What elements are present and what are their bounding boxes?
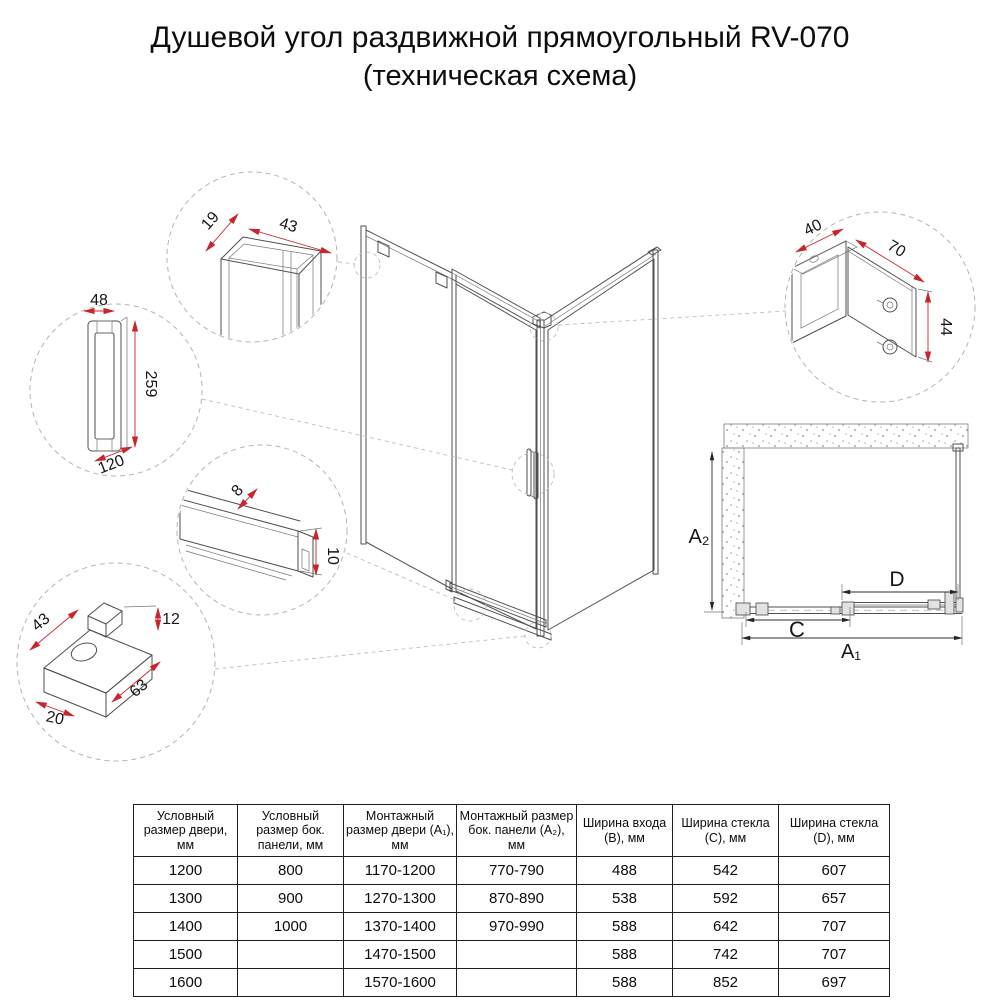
dim-label-handle-base: 120 bbox=[95, 452, 127, 478]
table-row: 1300 900 1270-1300 870-890 538 592 657 bbox=[134, 885, 890, 913]
door-handle bbox=[527, 449, 531, 496]
page-subtitle: (техническая схема) bbox=[362, 60, 638, 92]
dim-label-profile-width: 43 bbox=[277, 215, 300, 237]
dim-label-handle-height: 259 bbox=[142, 370, 159, 398]
table-row: 1200 800 1170-1200 770-790 488 542 607 bbox=[134, 857, 890, 885]
detail-circle bbox=[167, 172, 337, 342]
detail-circle bbox=[177, 445, 347, 615]
col-header-side-mount: Монтажный размер бок. панели (A₂), мм bbox=[457, 805, 577, 857]
plan-label-a1: A₁ bbox=[840, 641, 862, 663]
door-glass bbox=[456, 284, 536, 629]
table-row: 1500 1470-1500 588 742 707 bbox=[134, 941, 890, 969]
wall-profile-left bbox=[361, 226, 366, 544]
detail-wall-bracket bbox=[785, 212, 975, 402]
wall-left bbox=[722, 448, 744, 618]
detail-slider-block bbox=[17, 563, 215, 761]
dim-label-rail-width: 8 bbox=[228, 481, 247, 500]
main-isometric-view bbox=[354, 226, 661, 648]
detail-bottom-rail bbox=[177, 445, 347, 615]
callout-ring-profile bbox=[354, 252, 380, 278]
dim-label-slider-depth: 43 bbox=[28, 610, 54, 635]
leader-lines bbox=[202, 262, 786, 669]
size-table bbox=[133, 804, 890, 997]
col-header-glass-d: Ширина стекла (D), мм bbox=[779, 805, 890, 857]
dim-label-slider-tab: 12 bbox=[162, 611, 180, 628]
detail-circle bbox=[30, 304, 202, 476]
panel-fitting bbox=[378, 241, 389, 257]
detail-handle bbox=[30, 292, 202, 478]
side-panel-glass bbox=[548, 259, 654, 630]
top-rail bbox=[452, 269, 540, 328]
col-header-side-size: Условный размер бок. панели, мм bbox=[238, 805, 344, 857]
dim-label-bracket-height: 44 bbox=[937, 318, 954, 336]
table-row: 1600 1570-1600 588 852 697 bbox=[134, 969, 890, 997]
col-header-door-mount: Монтажный размер двери (A₁), мм bbox=[344, 805, 457, 857]
dim-label-slider-width: 20 bbox=[44, 708, 66, 729]
fixed-panel-glass bbox=[366, 230, 452, 589]
dim-label-slider-length: 63 bbox=[126, 676, 152, 701]
dim-label-bracket-length: 70 bbox=[884, 237, 909, 262]
detail-circle bbox=[17, 563, 215, 761]
plan-label-a2: A₂ bbox=[688, 526, 710, 548]
page-title: Душевой угол раздвижной прямоугольный RV-070 bbox=[150, 21, 850, 54]
dim-label-bracket-depth: 40 bbox=[801, 216, 825, 240]
col-header-door-size: Условный размер двери, мм bbox=[134, 805, 238, 857]
dim-label-profile-depth: 19 bbox=[198, 208, 223, 234]
col-header-entry-width: Ширина входа (B), мм bbox=[577, 805, 673, 857]
table-header-row bbox=[134, 805, 890, 857]
dim-label-handle-width: 48 bbox=[90, 292, 108, 309]
detail-circle bbox=[785, 212, 975, 402]
dim-label-rail-height: 10 bbox=[324, 547, 341, 565]
plan-label-c: C bbox=[789, 617, 805, 642]
plan-side-glass bbox=[956, 448, 960, 606]
table-row: 1400 1000 1370-1400 970-990 588 642 707 bbox=[134, 913, 890, 941]
plan-view bbox=[688, 424, 968, 663]
wall-top bbox=[724, 424, 968, 448]
panel-fitting bbox=[436, 272, 447, 288]
panel-fitting bbox=[648, 247, 661, 255]
col-header-glass-c: Ширина стекла (C), мм bbox=[673, 805, 779, 857]
detail-wall-profile bbox=[167, 172, 337, 350]
plan-label-d: D bbox=[889, 568, 905, 591]
